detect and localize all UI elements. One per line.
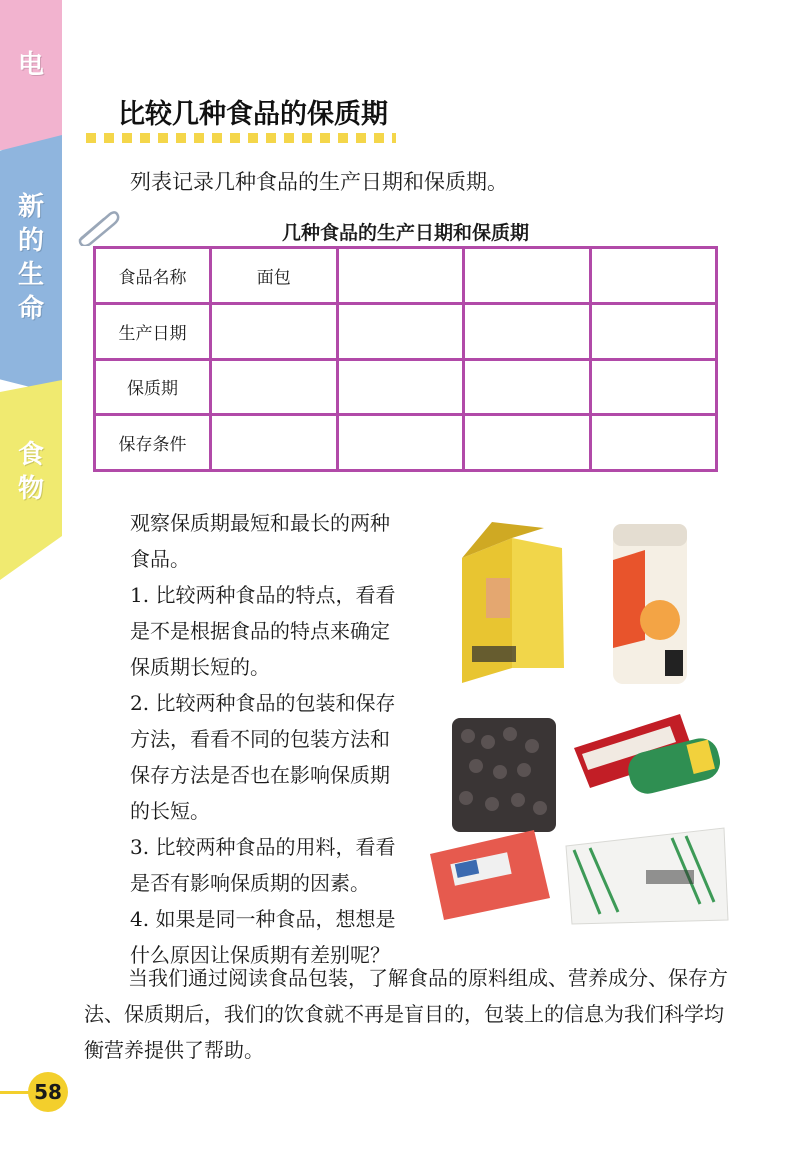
page-number-line	[0, 1091, 30, 1094]
title-underline-dots	[86, 133, 396, 143]
table-cell	[464, 415, 591, 471]
milk-bag-image	[560, 824, 732, 928]
table-row	[95, 415, 717, 471]
food-shelf-life-table	[93, 246, 718, 472]
table-cell	[590, 359, 717, 415]
table-cell	[590, 415, 717, 471]
sidebar-tab3-char: 食	[17, 440, 44, 470]
table-cell	[590, 248, 717, 304]
table-cell	[337, 415, 464, 471]
sidebar-tab2-char: 命	[17, 294, 44, 324]
page-number: 58	[28, 1072, 68, 1112]
table-cell	[211, 303, 338, 359]
milk-carton-image	[452, 518, 576, 688]
table-row	[95, 303, 717, 359]
sidebar-tab2-char: 新	[17, 192, 44, 222]
table-cell	[337, 303, 464, 359]
vacuum-packed-beans-image	[448, 712, 560, 838]
sidebar-tab3-text	[0, 438, 62, 506]
table-cell	[211, 359, 338, 415]
sidebar-tab1-char: 电	[17, 50, 44, 80]
table-cell: 面包	[211, 248, 338, 304]
sidebar-tab1-text	[0, 48, 62, 82]
table-row-header: 保存条件	[95, 415, 211, 471]
table-row-header: 生产日期	[95, 303, 211, 359]
conclusion-text	[84, 960, 734, 1068]
table-cell	[590, 303, 717, 359]
table-cell	[464, 303, 591, 359]
sidebar-tab2-char: 生	[17, 260, 44, 290]
table-cell	[464, 248, 591, 304]
table-cell	[337, 248, 464, 304]
table-caption: 几种食品的生产日期和保质期	[281, 222, 529, 244]
intro-text: 列表记录几种食品的生产日期和保质期。	[130, 170, 508, 194]
observation-item-3: 3. 比较两种食品的用料，看看是否有影响保质期的因素。	[130, 835, 396, 895]
sidebar-tab2-text	[0, 190, 62, 326]
table-row-header: 保质期	[95, 359, 211, 415]
section-title: 比较几种食品的保质期	[118, 99, 388, 130]
packaged-meat-image	[426, 824, 554, 924]
conclusion-paragraph: 当我们通过阅读食品包装，了解食品的原料组成、营养成分、保存方法、保质期后，我们的饮食就不再是盲目的，包装上的信息为我们科学均衡营养提供了帮助。	[84, 966, 728, 1062]
observation-text	[86, 505, 408, 973]
table-cell	[337, 359, 464, 415]
observation-item-2: 2. 比较两种食品的包装和保存方法，看看不同的包装方法和保存方法是否也在影响保质期的长短。	[130, 691, 396, 823]
sidebar-tab2-char: 的	[17, 226, 44, 256]
table-row-header: 食品名称	[95, 248, 211, 304]
observation-lead: 观察保质期最短和最长的两种食品。	[130, 511, 390, 571]
table-row	[95, 359, 717, 415]
sausage-snack-image	[570, 708, 730, 802]
observation-item-4: 4. 如果是同一种食品，想想是什么原因让保质期有差别呢？	[130, 907, 396, 967]
canned-drink-image	[605, 520, 695, 688]
observation-item-1: 1. 比较两种食品的特点，看看是不是根据食品的特点来确定保质期长短的。	[130, 583, 396, 679]
sidebar-tab3-char: 物	[17, 474, 44, 504]
table-cell	[211, 415, 338, 471]
table-cell	[464, 359, 591, 415]
table-row	[95, 248, 717, 304]
